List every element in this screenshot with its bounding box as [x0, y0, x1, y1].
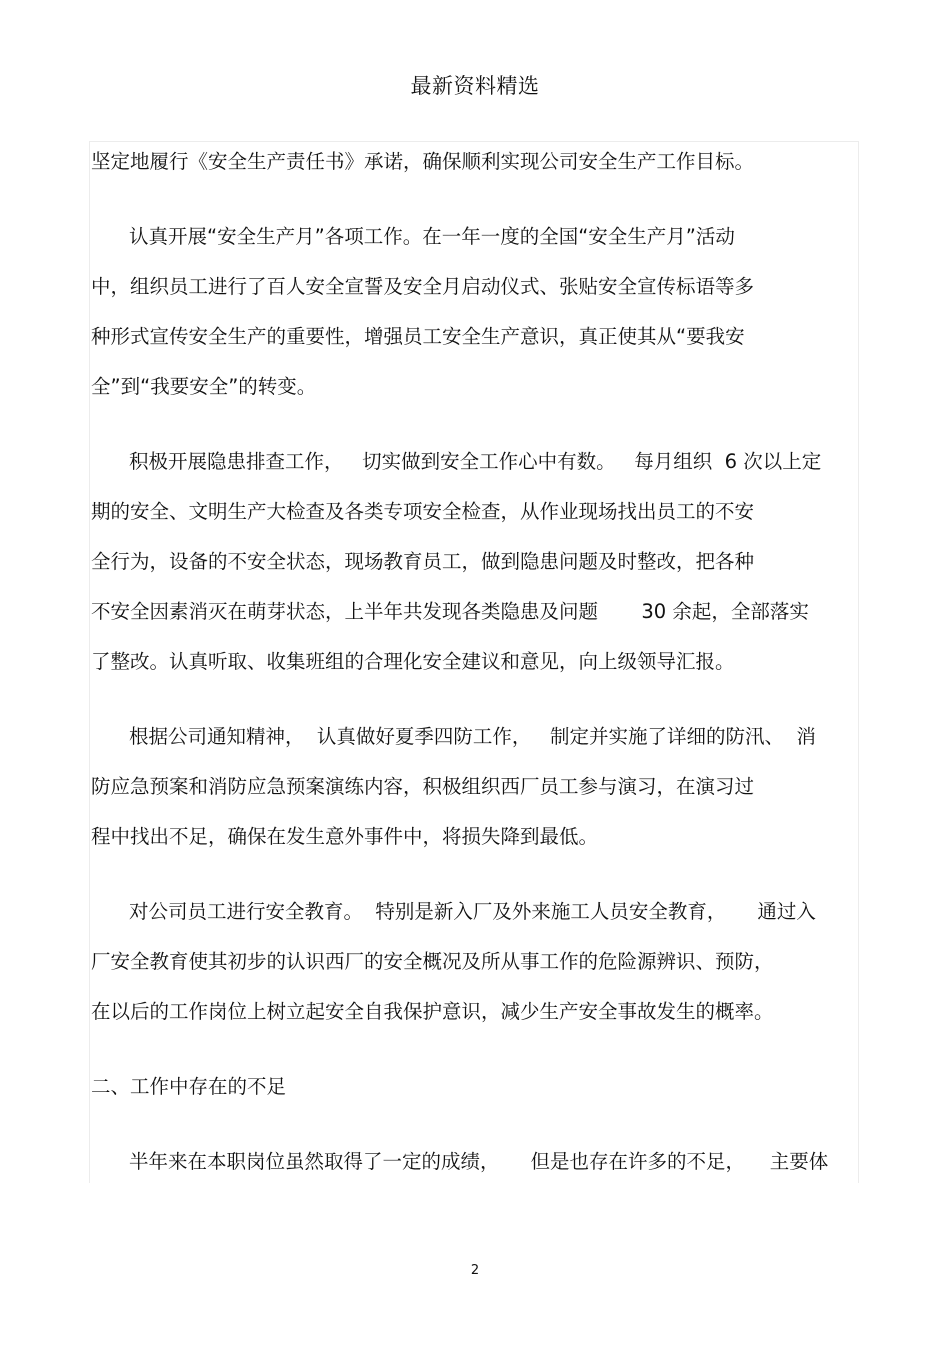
paragraph-line: 了整改。认真听取、收集班组的合理化安全建议和意见，向上级领导汇报。 [91, 650, 735, 673]
paragraph-line: 厂安全教育使其初步的认识西厂的安全概况及所从事工作的危险源辨识、预防， [91, 950, 774, 973]
paragraph-line: 积极开展隐患排查工作， 切实做到安全工作心中有数。 每月组织 6 次以上定 [129, 450, 822, 473]
paragraph-line: 防应急预案和消防应急预案演练内容，积极组织西厂员工参与演习，在演习过 [91, 775, 755, 798]
paragraph-line: 程中找出不足，确保在发生意外事件中，将损失降到最低。 [91, 825, 599, 848]
paragraph-line: 在以后的工作岗位上树立起安全自我保护意识，减少生产安全事故发生的概率。 [91, 1000, 774, 1023]
page-number: 2 [470, 1263, 480, 1278]
paragraph-line: 全”到“我要安全”的转变。 [91, 375, 317, 398]
paragraph-line: 全行为，设备的不安全状态，现场教育员工，做到隐患问题及时整改，把各种 [91, 550, 755, 573]
section-heading: 二、工作中存在的不足 [91, 1075, 287, 1098]
paragraph-line: 种形式宣传安全生产的重要性，增强员工安全生产意识，真正使其从“要我安 [91, 325, 745, 348]
paragraph-line: 认真开展“安全生产月”各项工作。在一年一度的全国“安全生产月”活动 [129, 225, 735, 248]
paragraph-line: 中，组织员工进行了百人安全宣誓及安全月启动仪式、张贴安全宣传标语等多 [91, 275, 755, 298]
page-header-title: 最新资料精选 [410, 74, 540, 98]
paragraph-line: 半年来在本职岗位虽然取得了一定的成绩， 但是也存在许多的不足， 主要体 [129, 1150, 829, 1173]
paragraph-line: 对公司员工进行安全教育。 特别是新入厂及外来施工人员安全教育， 通过入 [129, 900, 816, 923]
paragraph-line: 根据公司通知精神， 认真做好夏季四防工作， 制定并实施了详细的防汛、 消 [129, 725, 816, 748]
paragraph-line: 坚定地履行《安全生产责任书》承诺，确保顺利实现公司安全生产工作目标。 [91, 150, 755, 173]
paragraph-line: 期的安全、文明生产大检查及各类专项安全检查，从作业现场找出员工的不安 [91, 500, 755, 523]
paragraph-line: 不安全因素消灭在萌芽状态，上半年共发现各类隐患及问题 30 余起，全部落实 [91, 600, 809, 623]
